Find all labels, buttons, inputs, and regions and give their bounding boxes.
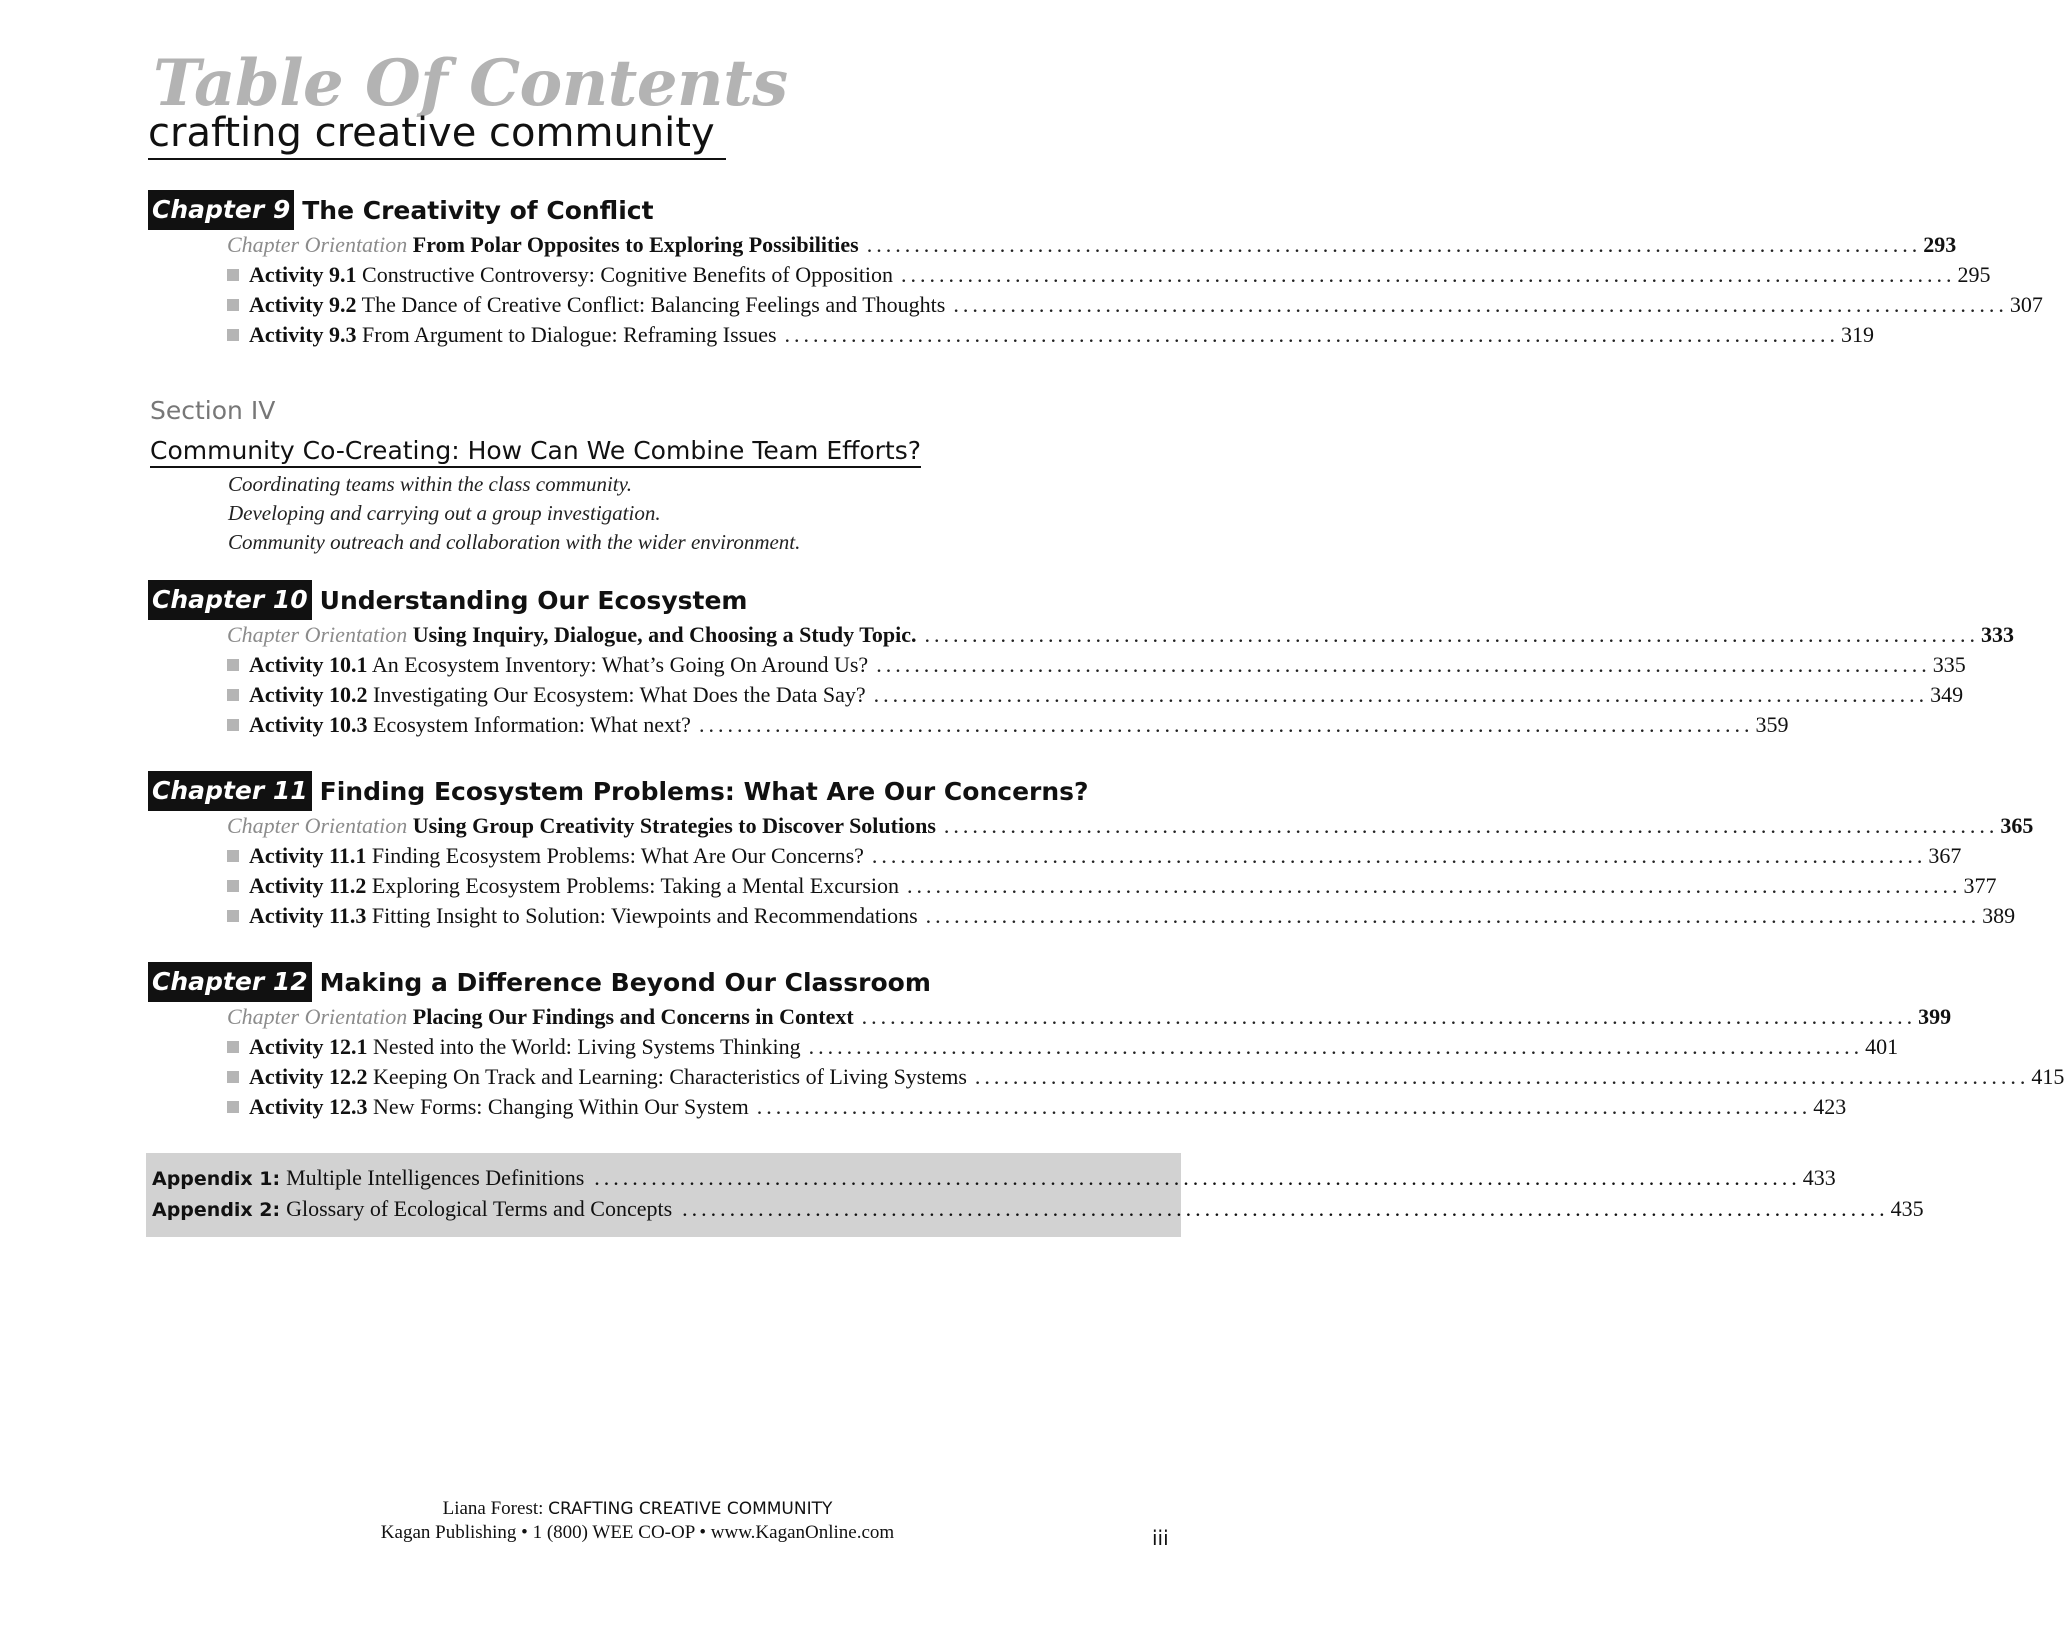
orientation-title: Using Group Creativity Strategies to Discover Solutions — [412, 813, 936, 838]
orientation-entry[interactable] — [227, 230, 1957, 260]
section-point: Coordinating teams within the class community. — [228, 472, 633, 496]
activity-entry[interactable] — [227, 260, 1991, 290]
activity-title: An Ecosystem Inventory: What’s Going On Around Us? — [371, 652, 869, 677]
footer-book-title: CRAFTING CREATIVE COMMUNITY — [548, 1499, 833, 1519]
activity-label: Activity 12.3 — [249, 1094, 368, 1119]
activity-title: The Dance of Creative Conflict: Balancing Feelings and Thoughts — [361, 292, 946, 317]
leader-dots: ............................................................................................................... — [907, 873, 1962, 898]
leader-dots: ............................................................................................................... — [974, 1064, 2030, 1089]
activity-entry[interactable] — [227, 650, 1966, 680]
page-ref: 399 — [1918, 1004, 1952, 1029]
chapter-label: Chapter 10 — [148, 580, 312, 620]
chapter-label: Chapter 11 — [148, 771, 312, 811]
page-ref: 349 — [1930, 682, 1964, 707]
appendix-entry[interactable] — [152, 1163, 1836, 1193]
activity-entry[interactable] — [227, 1032, 1899, 1062]
page-ref: 333 — [1981, 622, 2015, 647]
square-bullet-icon — [227, 299, 239, 311]
page-ref: 293 — [1923, 232, 1957, 257]
leader-dots: ............................................................................................................... — [871, 843, 1927, 868]
activity-title: Keeping On Track and Learning: Characteristics of Living Systems — [373, 1064, 967, 1089]
page-ref: 415 — [2031, 1064, 2064, 1089]
leader-dots: ............................................................................................................... — [698, 712, 1754, 737]
activity-label: Activity 10.1 — [249, 652, 368, 677]
leader-dots: ............................................................................................................... — [784, 322, 1840, 347]
activity-label: Activity 9.2 — [249, 292, 357, 317]
activity-title: Exploring Ecosystem Problems: Taking a Mental Excursion — [371, 873, 900, 898]
section-point: Community outreach and collaboration with the wider environment. — [228, 530, 801, 554]
activity-label: Activity 11.1 — [249, 843, 367, 868]
section-points — [228, 470, 1050, 557]
leader-dots: ............................................................................................................... — [873, 682, 1929, 707]
orientation-entry[interactable] — [227, 811, 2034, 841]
orientation-entry[interactable] — [227, 1002, 1952, 1032]
activity-title: Fitting Insight to Solution: Viewpoints and Recommendations — [371, 903, 918, 928]
orientation-label: Chapter Orientation — [227, 622, 408, 647]
page-subtitle: crafting creative community — [148, 110, 726, 160]
square-bullet-icon — [227, 1041, 239, 1053]
activity-label: Activity 10.3 — [249, 712, 368, 737]
activity-label: Activity 9.1 — [249, 262, 357, 287]
leader-dots: ............................................................................................................................... — [682, 1196, 1889, 1221]
activity-entry[interactable] — [227, 871, 1997, 901]
activity-entry[interactable] — [227, 841, 1962, 871]
footer-author: Liana Forest: — [442, 1498, 544, 1519]
leader-dots: ............................................................................................................... — [876, 652, 1931, 677]
appendix-title: Multiple Intelligences Definitions — [286, 1165, 585, 1190]
appendix-box — [146, 1153, 1924, 1237]
page-ref: 335 — [1932, 652, 1966, 677]
chapter-heading — [148, 962, 1178, 1002]
leader-dots: ............................................................................................................... — [953, 292, 2008, 317]
section-title: Community Co-Creating: How Can We Combine Team Efforts? — [150, 436, 921, 468]
activity-entry[interactable] — [227, 1092, 1847, 1122]
leader-dots: ............................................................................................................... — [861, 1004, 1917, 1029]
chapter-heading — [148, 771, 1178, 811]
square-bullet-icon — [227, 659, 239, 671]
activity-label: Activity 10.2 — [249, 682, 368, 707]
page-ref: 423 — [1813, 1094, 1847, 1119]
leader-dots: ............................................................................................................... — [866, 232, 1922, 257]
leader-dots: ............................................................................................................... — [901, 262, 1956, 287]
page-ref: 389 — [1982, 903, 2016, 928]
orientation-label: Chapter Orientation — [227, 232, 408, 257]
square-bullet-icon — [227, 1071, 239, 1083]
activity-entry[interactable] — [227, 901, 2016, 931]
activity-entry[interactable] — [227, 1062, 2064, 1092]
page-ref: 433 — [1802, 1165, 1836, 1190]
activity-label: Activity 9.3 — [249, 322, 357, 347]
leader-dots: ............................................................................................................... — [925, 903, 1981, 928]
orientation-label: Chapter Orientation — [227, 813, 408, 838]
square-bullet-icon — [227, 910, 239, 922]
activity-title: New Forms: Changing Within Our System — [373, 1094, 749, 1119]
leader-dots: ............................................................................................................... — [756, 1094, 1812, 1119]
chapter-12 — [148, 962, 2064, 1122]
page-ref: 319 — [1841, 322, 1875, 347]
square-bullet-icon — [227, 269, 239, 281]
activity-entry[interactable] — [227, 290, 2043, 320]
activity-title: Nested into the World: Living Systems Thinking — [373, 1034, 801, 1059]
chapter-title: Finding Ecosystem Problems: What Are Our Concerns? — [319, 776, 1089, 806]
chapter-9 — [148, 190, 2043, 350]
page-number: iii — [1152, 1526, 1169, 1550]
chapter-10 — [148, 580, 2015, 740]
square-bullet-icon — [227, 329, 239, 341]
chapter-title: The Creativity of Conflict — [302, 195, 654, 225]
chapter-heading — [148, 580, 1178, 620]
leader-dots: ............................................................................................................... — [943, 813, 1999, 838]
footer — [0, 1497, 1275, 1545]
page-ref: 295 — [1957, 262, 1991, 287]
activity-entry[interactable] — [227, 680, 1964, 710]
chapter-heading — [148, 190, 1178, 230]
chapter-11 — [148, 771, 2034, 931]
orientation-title: Placing Our Findings and Concerns in Context — [412, 1004, 854, 1029]
activity-title: Constructive Controversy: Cognitive Benefits of Opposition — [362, 262, 894, 287]
square-bullet-icon — [227, 719, 239, 731]
leader-dots: ............................................................................................................... — [924, 622, 1980, 647]
page-ref: 359 — [1755, 712, 1789, 737]
leader-dots: ............................................................................................................................... — [594, 1165, 1801, 1190]
activity-label: Activity 11.2 — [249, 873, 367, 898]
appendix-label: Appendix 2: — [152, 1199, 281, 1221]
activity-title: Finding Ecosystem Problems: What Are Our Concerns? — [371, 843, 864, 868]
activity-label: Activity 11.3 — [249, 903, 367, 928]
activity-entry[interactable] — [227, 710, 1789, 740]
section-iv — [150, 396, 1050, 557]
appendix-title: Glossary of Ecological Terms and Concepts — [286, 1196, 673, 1221]
page-ref: 365 — [2000, 813, 2034, 838]
activity-label: Activity 12.1 — [249, 1034, 368, 1059]
square-bullet-icon — [227, 1101, 239, 1113]
section-number: Section IV — [150, 396, 276, 425]
chapter-title: Understanding Our Ecosystem — [319, 585, 748, 615]
page-ref: 377 — [1963, 873, 1997, 898]
section-point: Developing and carrying out a group investigation. — [228, 501, 661, 525]
page-ref: 367 — [1928, 843, 1962, 868]
page-ref: 401 — [1865, 1034, 1899, 1059]
leader-dots: ............................................................................................................... — [808, 1034, 1864, 1059]
activity-label: Activity 12.2 — [249, 1064, 368, 1089]
chapter-label: Chapter 12 — [148, 962, 312, 1002]
square-bullet-icon — [227, 880, 239, 892]
activity-entry[interactable] — [227, 320, 1875, 350]
appendix-label: Appendix 1: — [152, 1168, 281, 1190]
page-ref: 307 — [2009, 292, 2043, 317]
orientation-title: From Polar Opposites to Exploring Possibilities — [412, 232, 859, 257]
orientation-label: Chapter Orientation — [227, 1004, 408, 1029]
chapter-title: Making a Difference Beyond Our Classroom — [319, 967, 931, 997]
footer-credit — [0, 1497, 1275, 1521]
page-title: Table Of Contents — [153, 46, 788, 121]
activity-title: Investigating Our Ecosystem: What Does the Data Say? — [373, 682, 866, 707]
square-bullet-icon — [227, 689, 239, 701]
chapter-label: Chapter 9 — [148, 190, 294, 230]
footer-publisher: Kagan Publishing • 1 (800) WEE CO-OP • www.KaganOnline.com — [380, 1522, 895, 1543]
activity-title: From Argument to Dialogue: Reframing Issues — [362, 322, 777, 347]
activity-title: Ecosystem Information: What next? — [373, 712, 691, 737]
orientation-title: Using Inquiry, Dialogue, and Choosing a Study Topic. — [412, 622, 917, 647]
appendix-entry[interactable] — [152, 1194, 1924, 1224]
page-ref: 435 — [1890, 1196, 1924, 1221]
square-bullet-icon — [227, 850, 239, 862]
orientation-entry[interactable] — [227, 620, 2015, 650]
